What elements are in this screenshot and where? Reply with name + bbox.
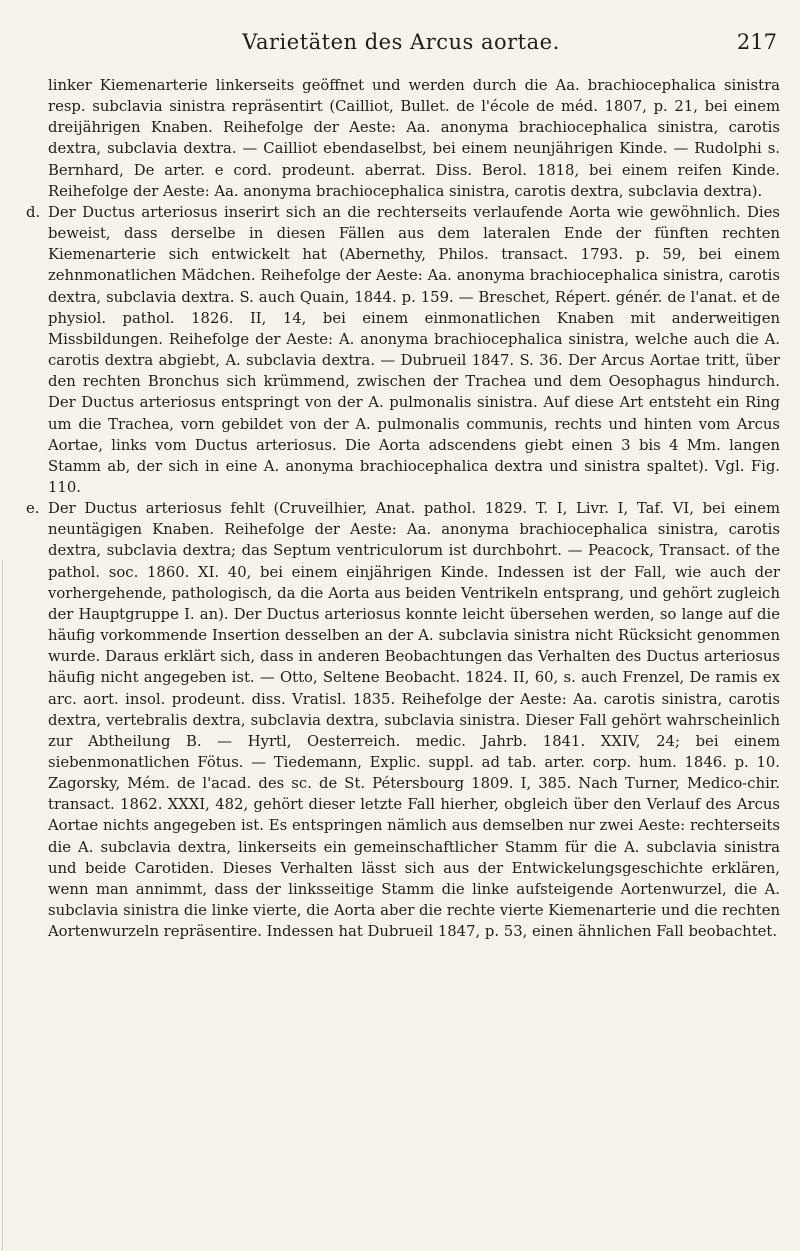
entry-e xyxy=(26,498,780,942)
entry-d xyxy=(26,202,780,498)
entry-d-text: Der Ductus arteriosus inserirt sich an die rechterseits verlaufende Aorta wie gewöhnlich. Dies beweist, dass derselbe in diesen Fällen aus dem lateralen Ende der fünften rechten Kiemenarterie sich entwickelt hat (Abernethy, Philos. transact. 1793. p. 59, bei einem zehnmonatlichen Mädchen. Reihefolge der Aeste: Aa. anonyma brachiocephalica sinistra, carotis dextra, subclavia dextra. S. auch Quain, 1844. p. 159. — Breschet, Répert. génér. de l'anat. et de physiol. pathol. 1826. II, 14, bei einem einmonatlichen Knaben mit anderweitigen Missbildungen. Reihefolge der Aeste: A. anonyma brachiocephalica sinistra, welche auch die A. carotis dextra abgiebt, A. subclavia dextra. — Dubrueil 1847. S. 36. Der Arcus Aortae tritt, über den rechten Bronchus sich krümmend, zwischen der Trachea und dem Oesophagus hindurch. Der Ductus arteriosus entspringt von der A. pulmonalis sinistra. Auf diese Art entsteht ein Ring um die Trachea, vorn gebildet von der A. pulmonalis communis, rechts und hinten vom Arcus Aortae, links vom Ductus arteriosus. Die Aorta adscendens giebt einen 3 bis 4 Mm. langen Stamm ab, der sich in eine A. anonyma brachiocephalica dextra und sinistra spaltet). Vgl. Fig. 110. xyxy=(48,203,780,496)
page-body xyxy=(26,75,780,942)
continuation-paragraph: linker Kiemenarterie linkerseits geöffnet und werden durch die Aa. brachiocephalica sinistra resp. subclavia sinistra repräsentirt (Cailliot, Bullet. de l'école de méd. 1807, p. 21, bei einem dreijährigen Knaben. Reihefolge der Aeste: Aa. anonyma brachiocephalica sinistra, carotis dextra, subclavia dextra. — Cailliot ebendaselbst, bei einem neunjährigen Kinde. — Rudolphi s. Bernhard, De arter. e cord. prodeunt. aberrat. Diss. Berol. 1818, bei einem reifen Kinde. Reihefolge der Aeste: Aa. anonyma brachiocephalica sinistra, carotis dextra, subclavia dextra). xyxy=(48,77,780,200)
running-title: Varietäten des Arcus aortae. xyxy=(242,30,560,54)
page-number: 217 xyxy=(736,30,777,54)
entry-e-text: Der Ductus arteriosus fehlt (Cruveilhier, Anat. pathol. 1829. T. I, Livr. I, Taf. VI, bei einem neuntägigen Knaben. Reihefolge der Aeste: Aa. anonyma brachiocephalica sinistra, carotis dextra, subclavia dextra; das Septum ventriculorum ist durchbohrt. — Peacock, Transact. of the pathol. soc. 1860. XI. 40, bei einem einjährigen Kinde. Indessen ist der Fall, wie auch der vorhergehende, pathologisch, da die Aorta aus beiden Ventrikeln entsprang, und gehört zugleich der Hauptgruppe I. an). Der Ductus arteriosus konnte leicht übersehen werden, so lange auf die häufig vorkommende Insertion desselben an der A. subclavia sinistra nicht Rücksicht genommen wurde. Daraus erklärt sich, dass in anderen Beobachtungen das Verhalten des Ductus arteriosus häufig nicht angegeben ist. — Otto, Seltene Beobacht. 1824. II, 60, s. auch Frenzel, De ramis ex arc. aort. insol. prodeunt. diss. Vratisl. 1835. Reihefolge der Aeste: Aa. carotis sinistra, carotis dextra, vertebralis dextra, subclavia dextra, subclavia sinistra. Dieser Fall gehört wahrscheinlich zur Abtheilung B. — Hyrtl, Oesterreich. medic. Jahrb. 1841. XXIV, 24; bei einem siebenmonatlichen Fötus. — Tiedemann, Explic. suppl. ad tab. arter. corp. hum. 1846. p. 10. Zagorsky, Mém. de l'acad. des sc. de St. Pétersbourg 1809. I, 385. Nach Turner, Medico-chir. transact. 1862. XXXI, 482, gehört dieser letzte Fall hierher, obgleich über den Verlauf des Arcus Aortae nichts angegeben ist. Es entspringen nämlich aus demselben nur zwei Aeste: rechterseits die A. subclavia dextra, linkerseits ein gemeinschaftlicher Stamm für die A. subclavia sinistra und beide Carotiden. Dieses Verhalten lässt sich aus der Entwickelungsgeschichte erklären, wenn man annimmt, dass der linksseitige Stamm die linke aufsteigende Aortenwurzel, die A. subclavia sinistra die linke vierte, die Aorta aber die rechte vierte Kiemenarterie und die rechten Aortenwurzeln repräsentire. Indessen hat Dubrueil 1847, p. 53, einen ähnlichen Fall beobachtet. xyxy=(48,500,780,941)
page-edge-shadow xyxy=(2,560,3,1250)
page-header xyxy=(25,30,777,64)
entry-e-marker: e. xyxy=(26,500,40,518)
entry-d-marker: d. xyxy=(26,203,41,221)
